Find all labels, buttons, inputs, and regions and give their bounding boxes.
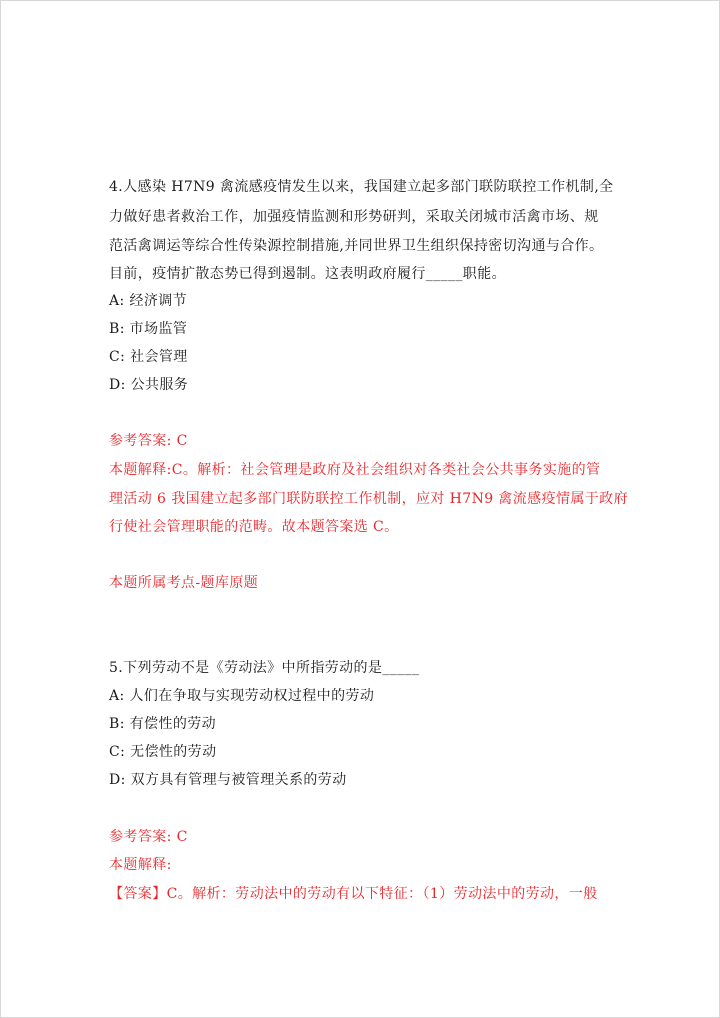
q4-stem-line-3: 范活禽调运等综合性传染源控制措施,并同世界卫生组织保持密切沟通与合作。: [109, 238, 604, 254]
q4-option-c: C: 社会管理: [109, 349, 188, 365]
q4-option-a: A: 经济调节: [109, 293, 188, 309]
q4-explanation-line-3: 行使社会管理职能的范畴。故本题答案选 C。: [109, 519, 399, 535]
q5-stem: 5.下列劳动不是《劳动法》中所指劳动的是_____: [109, 660, 420, 676]
q5-answer: 参考答案: C: [109, 829, 188, 845]
q4-stem-line-2: 力做好患者救治工作，加强疫情监测和形势研判，采取关闭城市活禽市场、规: [109, 209, 599, 225]
q4-stem-line-1: 4.人感染 H7N9 禽流感疫情发生以来，我国建立起多部门联防联控工作机制,全: [109, 179, 614, 195]
q5-explanation-line-1: 【答案】C。解析：劳动法中的劳动有以下特征：（1）劳动法中的劳动，一般: [109, 886, 598, 902]
q5-option-c: C: 无偿性的劳动: [109, 744, 217, 760]
q5-option-d: D: 双方具有管理与被管理关系的劳动: [109, 772, 347, 788]
q5-option-a: A: 人们在争取与实现劳动权过程中的劳动: [109, 688, 375, 704]
q4-explanation-line-1: 本题解释:C。解析：社会管理是政府及社会组织对各类社会公共事务实施的管: [109, 462, 601, 478]
q4-option-d: D: 公共服务: [109, 377, 189, 393]
q4-source: 本题所属考点-题库原题: [109, 575, 259, 591]
q4-option-b: B: 市场监管: [109, 321, 188, 337]
q5-option-b: B: 有偿性的劳动: [109, 716, 217, 732]
q4-answer: 参考答案: C: [109, 433, 188, 449]
q4-stem-line-4: 目前，疫情扩散态势已得到遏制。这表明政府履行_____职能。: [109, 266, 506, 282]
q4-explanation-line-2: 理活动 6 我国建立起多部门联防联控工作机制，应对 H7N9 禽流感疫情属于政府: [109, 491, 628, 507]
q5-explanation-label: 本题解释:: [109, 857, 172, 873]
